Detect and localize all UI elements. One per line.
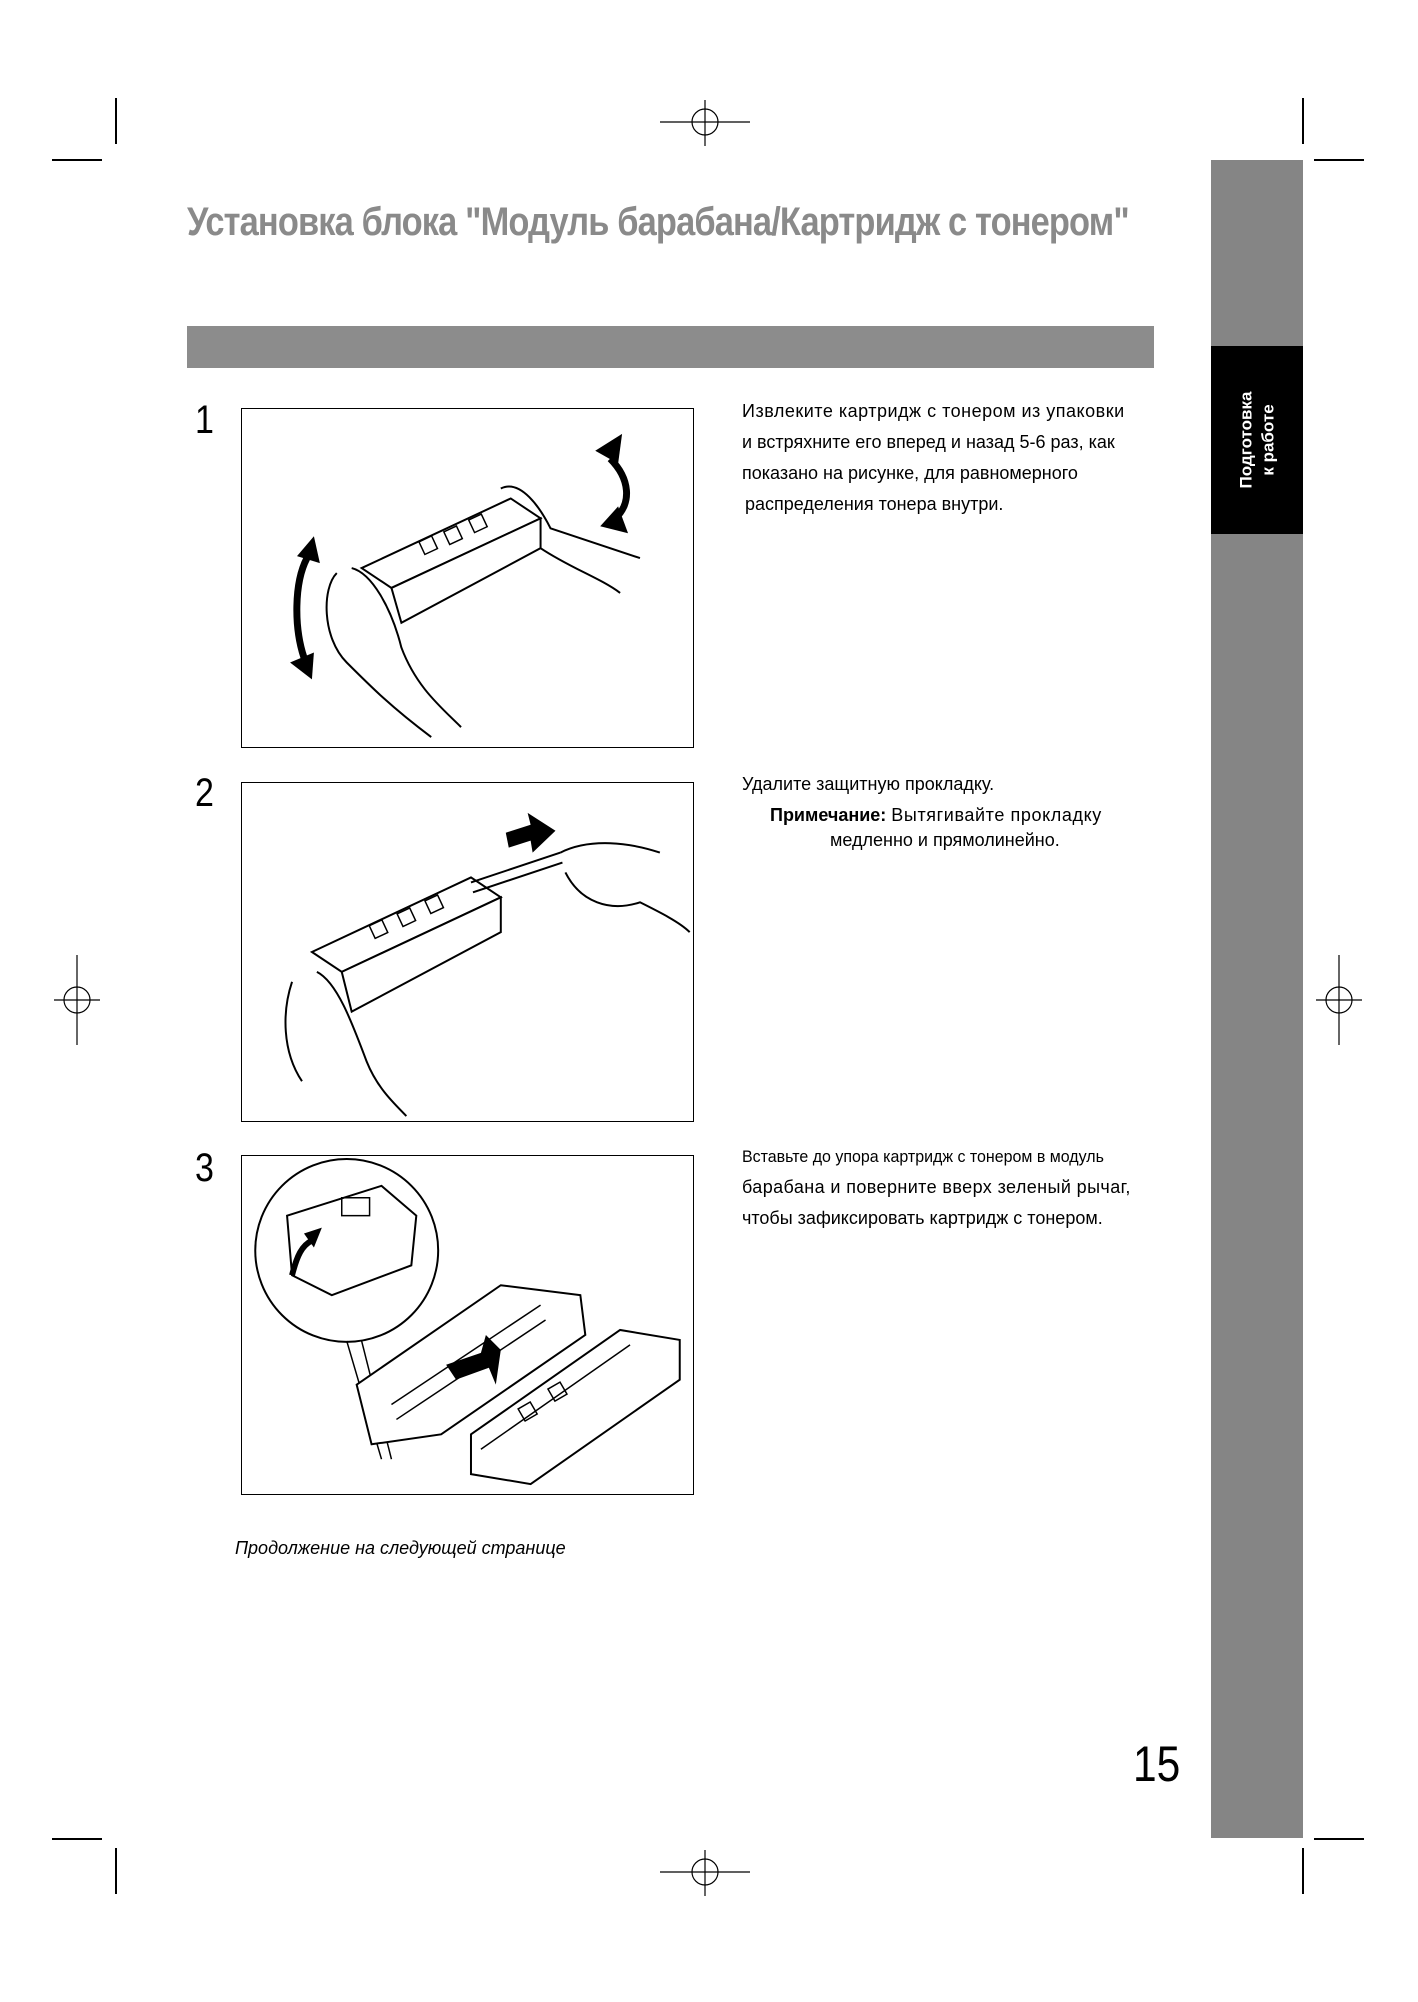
step-3-line: барабана и поверните вверх зеленый рычаг, (742, 1177, 1131, 1197)
crop-mark (1314, 1838, 1364, 1840)
registration-mark-icon (655, 98, 755, 148)
step-1-line: и встряхните его вперед и назад 5-6 раз, как (742, 432, 1115, 452)
section-tab-label (1211, 346, 1303, 534)
note-text: Вытягивайте прокладку (891, 805, 1102, 825)
crop-mark (115, 1848, 117, 1894)
crop-mark (52, 159, 102, 161)
page-number: 15 (1133, 1736, 1181, 1792)
step-number: 2 (195, 771, 214, 815)
section-tab-line1: Подготовка (1236, 391, 1256, 489)
step-3-figure (241, 1155, 694, 1495)
crop-mark (52, 1838, 102, 1840)
step-1-line: показано на рисунке, для равномерного (742, 463, 1078, 483)
step-number: 1 (195, 398, 214, 442)
section-header-bar (187, 326, 1154, 368)
note-label: Примечание: (770, 805, 887, 825)
step-3-line: Вставьте до упора картридж с тонером в модуль (742, 1147, 1104, 1166)
registration-mark-icon (1314, 950, 1364, 1050)
step-2-text (742, 769, 1162, 856)
step-2-figure (241, 782, 694, 1122)
page-title: Установка блока "Модуль барабана/Картридж с тонером" (187, 200, 1129, 244)
registration-mark-icon (655, 1848, 755, 1898)
crop-mark (1314, 159, 1364, 161)
hands-shaking-toner-cartridge-icon (242, 409, 693, 747)
step-1-line: распределения тонера внутри. (745, 494, 1004, 514)
step-1-line: Извлеките картридж с тонером из упаковки (742, 401, 1125, 421)
section-tab-line2: к работе (1258, 404, 1278, 476)
step-2-line: Удалите защитную прокладку. (742, 774, 995, 794)
crop-mark (115, 98, 117, 144)
step-3-line: чтобы зафиксировать картридж с тонером. (742, 1208, 1103, 1228)
pulling-protective-sheet-icon (242, 783, 693, 1121)
registration-mark-icon (52, 950, 102, 1050)
crop-mark (1302, 98, 1304, 144)
inserting-cartridge-into-drum-icon (242, 1156, 693, 1494)
note-text-continued: медленно и прямолинейно. (830, 830, 1060, 850)
step-1-figure (241, 408, 694, 748)
continue-note: Продолжение на следующей странице (235, 1538, 566, 1558)
crop-mark (1302, 1848, 1304, 1894)
step-1-text (742, 396, 1162, 520)
step-number: 3 (195, 1146, 214, 1190)
step-3-text (742, 1141, 1182, 1234)
